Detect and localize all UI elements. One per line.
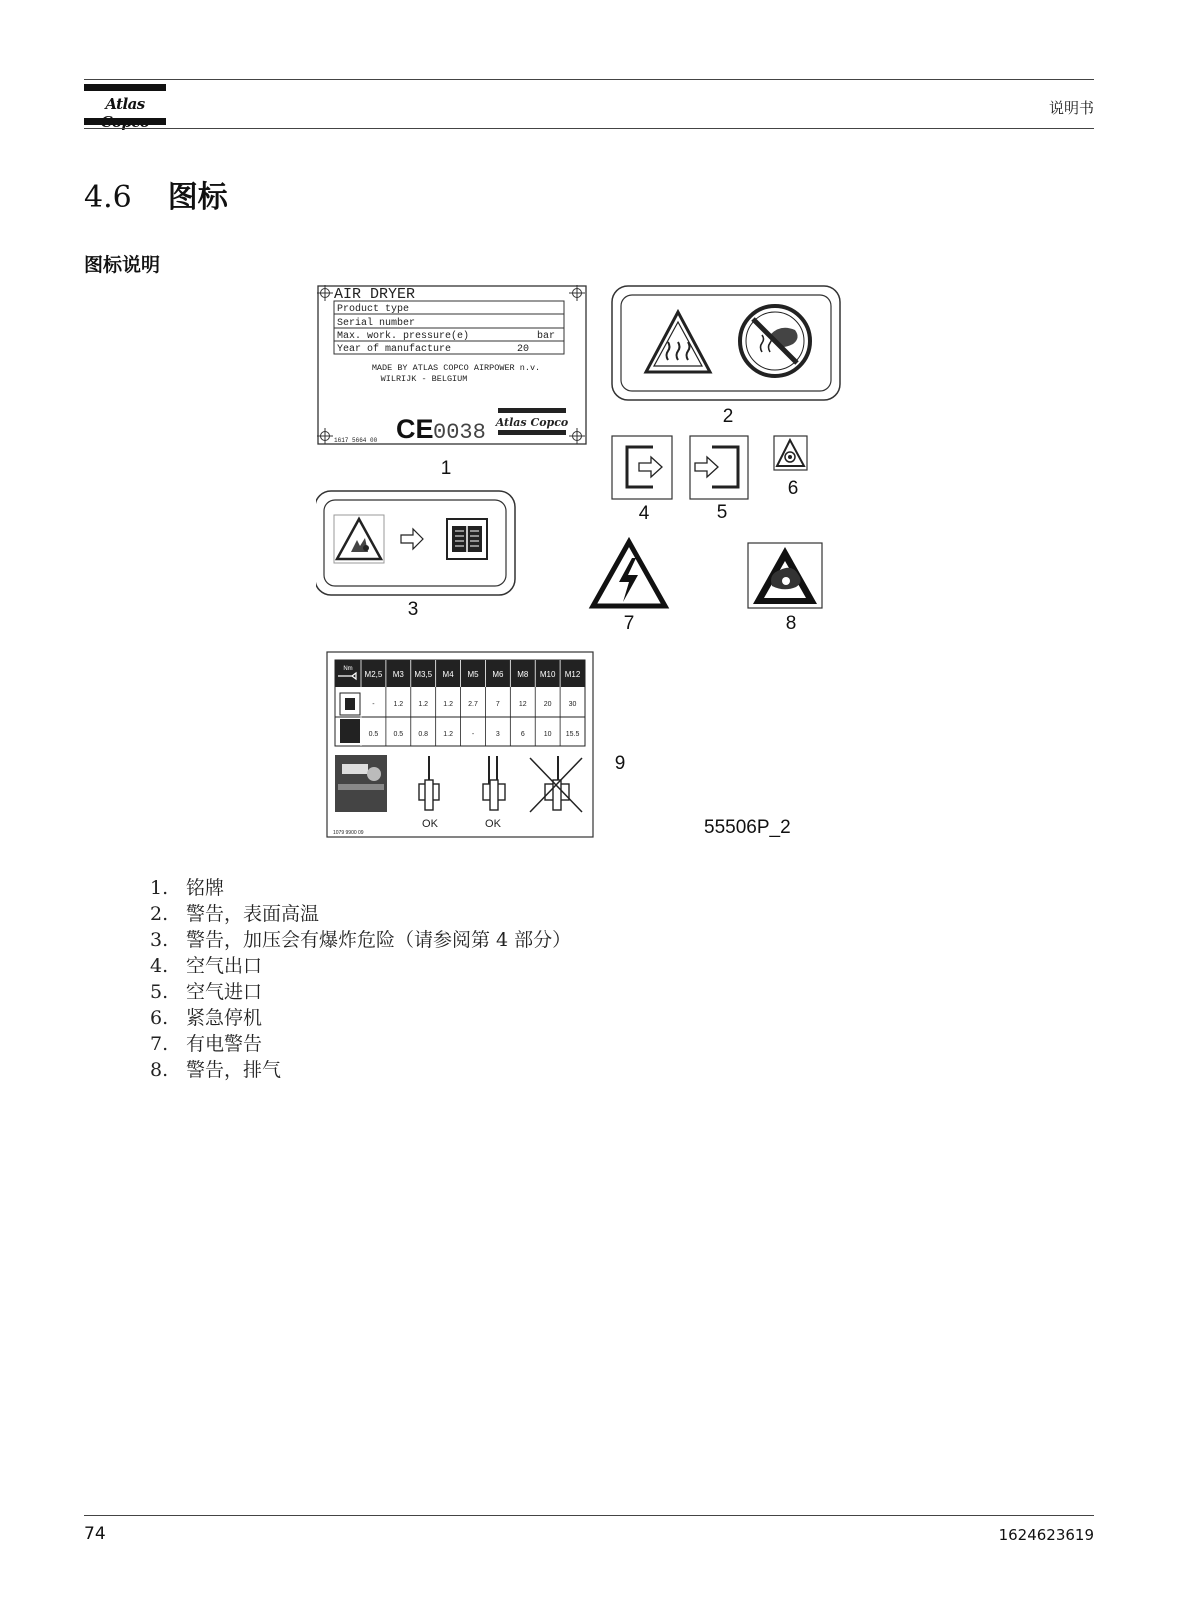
torque-size-header: M2,5	[364, 670, 383, 679]
svg-text:Atlas Copco: Atlas Copco	[495, 416, 569, 429]
list-item-text: 有电警告	[186, 1033, 263, 1055]
nameplate-label	[317, 285, 586, 445]
list-item	[150, 1057, 571, 1083]
nameplate-row: Year of manufacture	[337, 344, 452, 355]
header-rule-bottom	[84, 128, 1094, 129]
nameplate-location: WILRIJK - BELGIUM	[380, 374, 468, 384]
figure-code: 55506P_2	[704, 817, 791, 838]
nameplate-logo	[495, 408, 569, 435]
torque-cell: 20	[543, 701, 552, 708]
torque-cell: 1.2	[443, 701, 453, 708]
list-item	[150, 901, 571, 927]
nameplate-row: Serial number	[337, 318, 416, 329]
torque-size-header: M5	[467, 670, 479, 679]
callout-8: 8	[785, 613, 797, 634]
nameplate-maker: MADE BY ATLAS COPCO AIRPOWER n.v.	[371, 363, 541, 373]
section-title-text: 图标	[167, 180, 228, 215]
list-item-text: 紧急停机	[186, 1007, 263, 1029]
list-item-number: 4.	[150, 955, 169, 977]
section-number: 4.6	[84, 180, 132, 215]
list-item-number: 6.	[150, 1007, 169, 1029]
air-inlet-icon	[690, 436, 748, 499]
footer-rule	[84, 1515, 1094, 1516]
torque-size-header: M4	[442, 670, 454, 679]
torque-cell: -	[471, 731, 475, 738]
electrical-hazard-icon	[593, 542, 665, 606]
manual-book-icon	[447, 519, 487, 559]
callout-5: 5	[716, 502, 728, 523]
torque-size-header: M10	[539, 670, 556, 679]
list-item	[150, 979, 571, 1005]
torque-size-header: M3	[392, 670, 404, 679]
torque-size-header: M12	[564, 670, 581, 679]
hot-surface-label	[612, 286, 840, 400]
list-item	[150, 927, 571, 953]
torque-cell: 2.7	[468, 701, 478, 708]
atlas-copco-logo: Atlas	[84, 84, 166, 126]
torque-size-header: M6	[492, 670, 504, 679]
torque-cell: 3	[495, 731, 500, 738]
ok-label: OK	[485, 818, 501, 830]
list-item-text: 空气进口	[186, 981, 263, 1003]
torque-cell: 1.2	[393, 701, 404, 708]
list-item	[150, 1005, 571, 1031]
nameplate-unit: bar	[537, 331, 556, 342]
callout-7: 7	[623, 613, 635, 634]
torque-cell: 1.2	[418, 701, 429, 708]
do-not-touch-icon	[740, 306, 810, 376]
air-outlet-icon	[612, 436, 672, 499]
explosion-icon	[334, 515, 384, 563]
torque-unit: Nm	[343, 666, 353, 672]
torque-cell: 10	[543, 731, 552, 738]
section-title	[84, 172, 228, 216]
ok-label: OK	[422, 818, 438, 830]
list-item-text: 空气出口	[186, 955, 263, 977]
page-number: 74	[84, 1524, 106, 1544]
emergency-stop-icon	[774, 436, 807, 470]
torque-cell: 0.5	[368, 731, 379, 738]
list-item-number: 3.	[150, 929, 169, 951]
torque-size-header: M8	[517, 670, 529, 679]
nameplate-part-number: 1617 5664 00	[334, 437, 378, 444]
list-item-text: 警告，表面高温	[186, 903, 320, 925]
list-item	[150, 875, 571, 901]
callout-1: 1	[440, 458, 452, 479]
nameplate-year-prefix: 20	[517, 344, 530, 355]
torque-table-label	[327, 652, 593, 837]
list-item-text: 警告，排气	[186, 1059, 282, 1081]
ce-number: 0038	[433, 420, 486, 445]
exhaust-warning-icon	[748, 543, 822, 608]
torque-cell: 1.2	[443, 731, 453, 738]
nameplate-row: Max. work. pressure(e)	[337, 331, 470, 342]
list-item-number: 1.	[150, 877, 169, 899]
callout-4: 4	[638, 503, 650, 524]
callout-9: 9	[614, 753, 626, 774]
list-item-number: 2.	[150, 903, 169, 925]
torque-cell: 0.8	[418, 731, 429, 738]
callout-3: 3	[407, 599, 419, 620]
wrench-photo	[335, 755, 387, 812]
nameplate-title: AIR DRYER	[334, 286, 416, 303]
torque-cell: 7	[495, 701, 500, 708]
symbol-list	[150, 875, 571, 1083]
torque-cell: 0.5	[393, 731, 404, 738]
torque-cell: 30	[568, 701, 577, 708]
explosion-warning-label	[316, 491, 515, 595]
symbols-figure	[316, 284, 862, 856]
list-item-number: 5.	[150, 981, 169, 1003]
list-item-text: 铭牌	[186, 877, 225, 899]
torque-part-number: 1079 9900 09	[333, 830, 364, 836]
document-number: 1624623619	[998, 1526, 1094, 1544]
torque-cell: 12	[518, 701, 527, 708]
list-item-number: 8.	[150, 1059, 169, 1081]
list-item	[150, 1031, 571, 1057]
callout-2: 2	[722, 406, 734, 427]
torque-cell: -	[372, 701, 375, 708]
torque-cell: 15.5	[565, 731, 580, 738]
nameplate-row: Product type	[337, 304, 410, 315]
callout-6: 6	[787, 478, 799, 499]
subheading: 图标说明	[84, 254, 161, 276]
header-rule-top	[84, 79, 1094, 80]
list-item-text: 警告，加压会有爆炸危险（请参阅第 4 部分）	[186, 929, 572, 951]
list-item	[150, 953, 571, 979]
ce-mark: CE	[396, 414, 434, 444]
list-item-number: 7.	[150, 1033, 169, 1055]
torque-size-header: M3,5	[414, 670, 433, 679]
torque-cell: 6	[520, 731, 525, 738]
document-type: 说明书	[1048, 99, 1094, 117]
